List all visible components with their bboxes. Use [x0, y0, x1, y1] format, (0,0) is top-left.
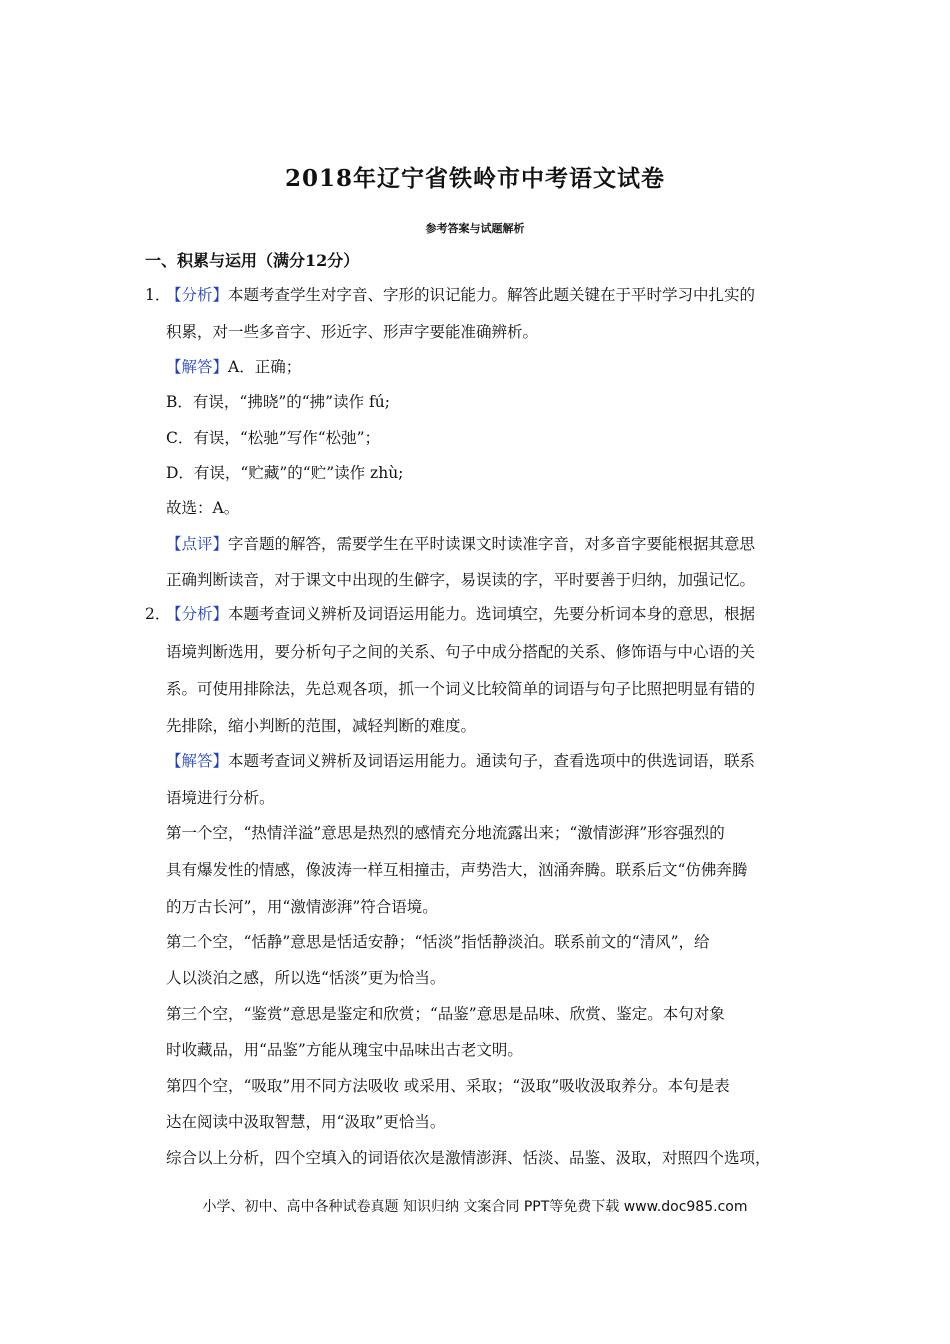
- body-line: 第四个空，“吸取”用不同方法吸收 或采用、采取；“汲取”吸收汲取养分。本句是表: [166, 1077, 730, 1095]
- answer-line: [166, 357, 301, 377]
- analysis-line: [166, 285, 755, 305]
- page-footer: 小学、初中、高中各种试卷真题 知识归纳 文案合同 PPT等免费下载 www.doc985.com: [202, 1199, 748, 1215]
- answer-line: B．有误，“拂晓”的“拂”读作 fú;: [166, 393, 390, 411]
- page-title: 2018年辽宁省铁岭市中考语文试卷: [284, 165, 665, 192]
- body-line: 第一个空，“热情洋溢”意思是热烈的感情充分地流露出来；“激情澎湃”形容强烈的: [166, 824, 725, 842]
- body-line: 具有爆发性的情感，像波涛一样互相撞击，声势浩大，汹涌奔腾。联系后文“仿佛奔腾: [166, 861, 748, 879]
- body-line: 人以淡泊之感，所以选“恬淡”更为恰当。: [166, 969, 446, 987]
- body-line: 达在阅读中汲取智慧，用“汲取”更恰当。: [166, 1113, 446, 1131]
- answer-line: [166, 751, 755, 771]
- analysis-line: [166, 604, 755, 624]
- answer-text: 本题考查词义辨析及词语运用能力。通读句子，查看选项中的供选词语，联系: [228, 752, 756, 770]
- section-heading: 一、积累与运用（满分12分）: [145, 251, 360, 270]
- answer-line: 故选：A。: [166, 499, 240, 517]
- body-line: 的万古长河”，用“激情澎湃”符合语境。: [166, 898, 438, 916]
- analysis-line: 积累，对一些多音字、形近字、形声字要能准确辨析。: [166, 323, 539, 341]
- body-line: 第二个空，“恬静”意思是恬适安静；“恬淡”指恬静淡泊。联系前文的“清风”，给: [166, 933, 710, 951]
- body-line: 第三个空，“鉴赏”意思是鉴定和欣赏；“品鉴”意思是品味、欣赏、鉴定。本句对象: [166, 1005, 725, 1023]
- comment-tag: 【点评】: [166, 535, 229, 553]
- analysis-line: 语境判断选用，要分析句子之间的关系、句子中成分搭配的关系、修饰语与中心语的关: [166, 643, 756, 661]
- answer-tag: 【解答】: [166, 358, 229, 376]
- body-line: 综合以上分析，四个空填入的词语依次是激情澎湃、恬淡、品鉴、汲取，对照四个选项，: [166, 1149, 771, 1167]
- subtitle: 参考答案与试题解析: [425, 222, 525, 235]
- answer-text: A．正确；: [228, 358, 302, 376]
- analysis-tag: 【分析】: [166, 605, 229, 623]
- analysis-tag: 【分析】: [166, 286, 229, 304]
- question-number: 2．: [145, 605, 171, 623]
- question-number: 1．: [145, 286, 171, 304]
- analysis-line: 系。可使用排除法，先总观各项，抓一个词义比较简单的词语与句子比照把明显有错的: [166, 680, 756, 698]
- analysis-text: 本题考查学生对字音、字形的识记能力。解答此题关键在于平时学习中扎实的: [228, 286, 756, 304]
- answer-line: 语境进行分析。: [166, 789, 275, 807]
- comment-line: 正确判断读音，对于课文中出现的生僻字，易误读的字，平时要善于归纳，加强记忆。: [166, 571, 756, 589]
- analysis-text: 本题考查词义辨析及词语运用能力。选词填空，先要分析词本身的意思，根据: [228, 605, 756, 623]
- analysis-line: 先排除，缩小判断的范围，减轻判断的难度。: [166, 717, 477, 735]
- answer-line: D．有误，“贮藏”的“贮”读作 zhù;: [166, 464, 404, 482]
- answer-tag: 【解答】: [166, 752, 229, 770]
- body-line: 时收藏品，用“品鉴”方能从瑰宝中品味出古老文明。: [166, 1041, 523, 1059]
- comment-text: 字音题的解答，需要学生在平时读课文时读准字音，对多音字要能根据其意思: [228, 535, 756, 553]
- answer-line: C．有误，“松驰”写作“松弛”；: [166, 429, 381, 447]
- comment-line: [166, 534, 755, 554]
